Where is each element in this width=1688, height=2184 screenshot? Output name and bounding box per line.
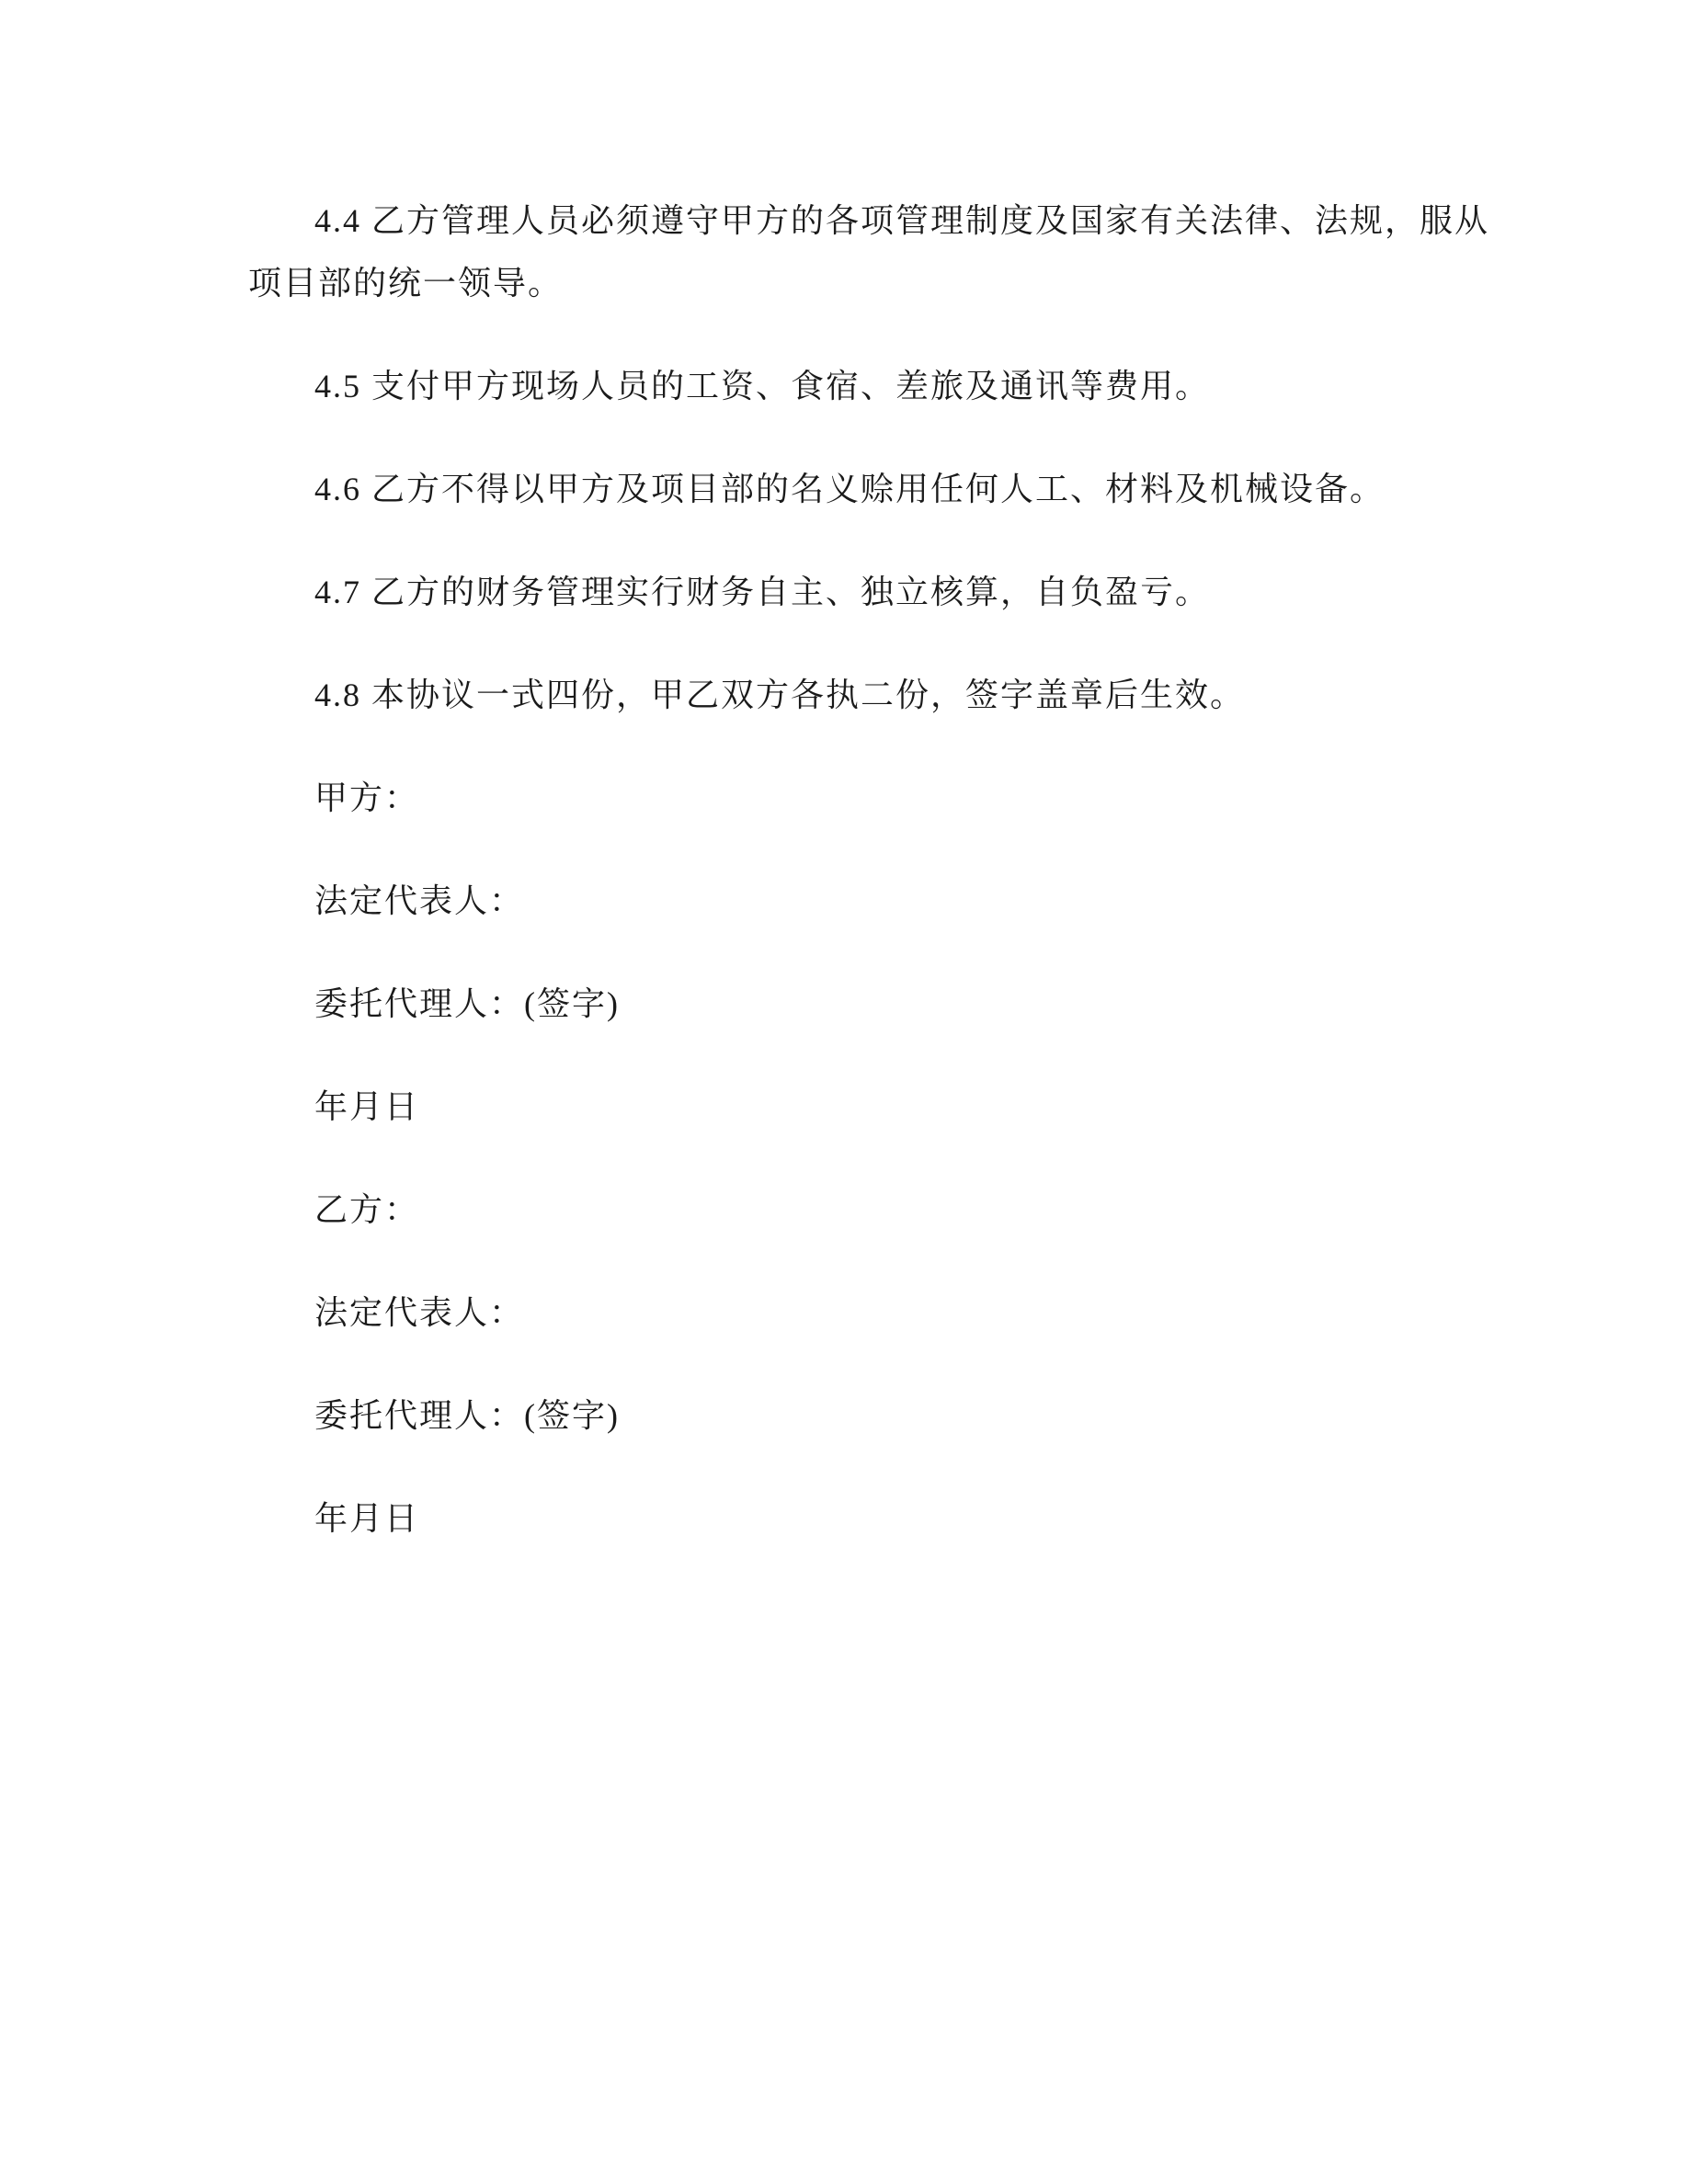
clause-4-4-line-1: 4.4 乙方管理人员必须遵守甲方的各项管理制度及国家有关法律、法规，服从 (314, 202, 1490, 239)
party-b-date: 年月日 (314, 1500, 420, 1537)
clause-4-8: 4.8 本协议一式四份，甲乙双方各执二份，签字盖章后生效。 (314, 677, 1246, 713)
party-a-date: 年月日 (314, 1088, 420, 1125)
party-b-legal-representative: 法定代表人： (314, 1294, 525, 1331)
clause-4-4-line-2: 项目部的统一领导。 (248, 265, 564, 301)
party-a-legal-representative: 法定代表人： (314, 882, 525, 919)
clause-4-5: 4.5 支付甲方现场人员的工资、食宿、差旅及通讯等费用。 (314, 368, 1211, 404)
party-b-authorized-agent: 委托代理人：(签字) (314, 1397, 620, 1434)
clause-4-6: 4.6 乙方不得以甲方及项目部的名义赊用任何人工、材料及机械设备。 (314, 471, 1386, 507)
party-b-label: 乙方： (314, 1191, 420, 1228)
party-a-label: 甲方： (314, 779, 420, 816)
clause-4-7: 4.7 乙方的财务管理实行财务自主、独立核算，自负盈亏。 (314, 574, 1211, 610)
party-a-authorized-agent: 委托代理人：(签字) (314, 985, 620, 1022)
